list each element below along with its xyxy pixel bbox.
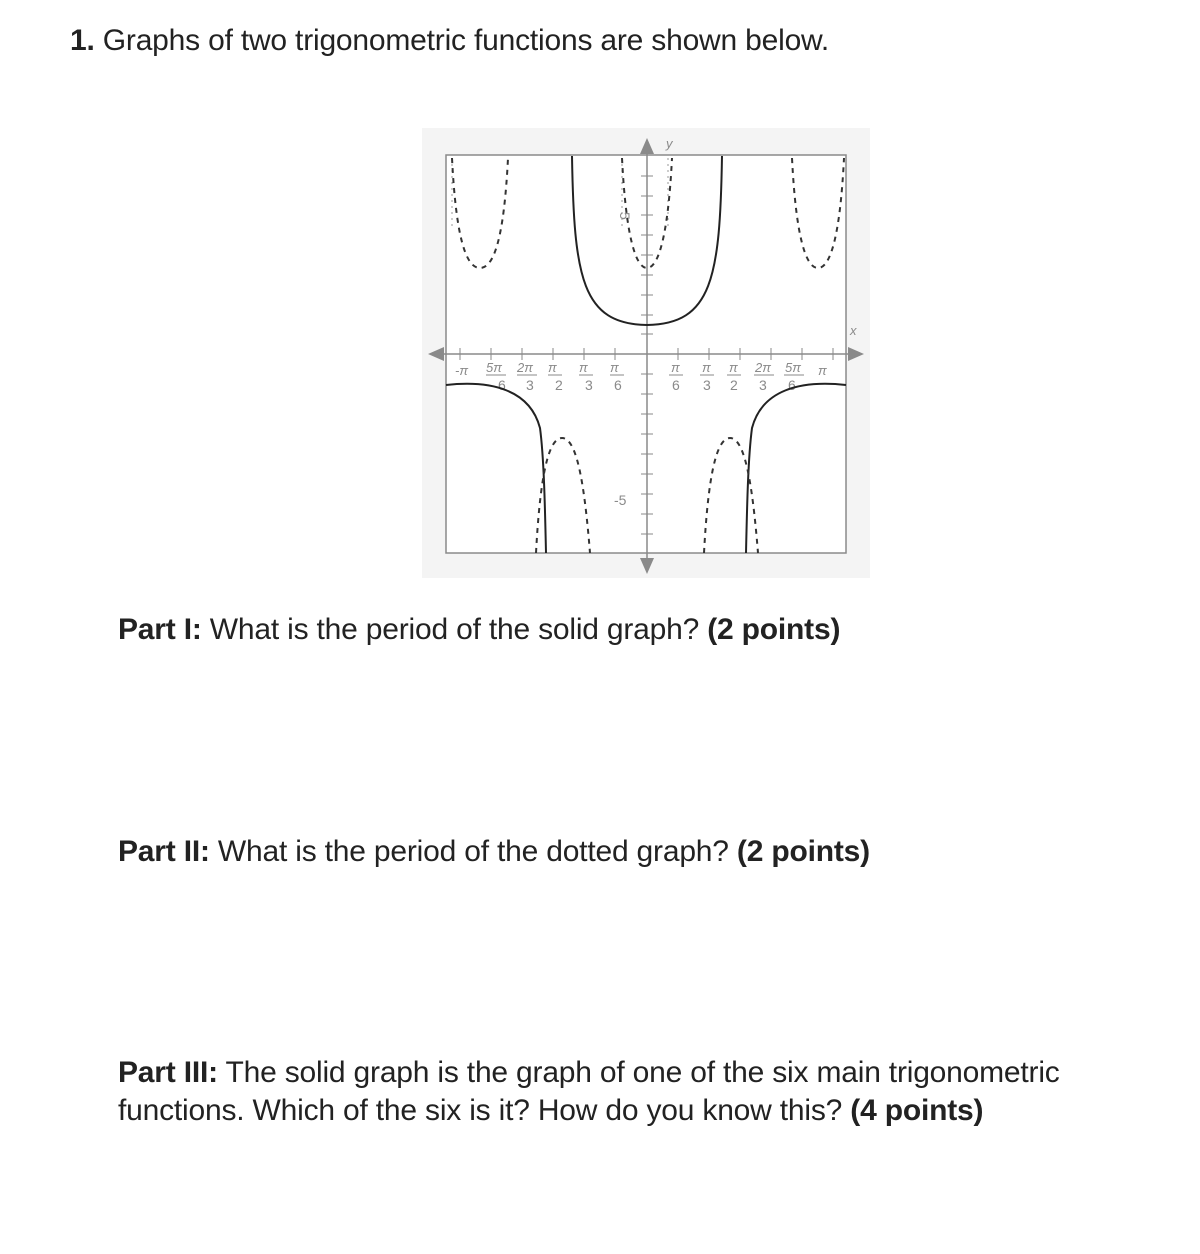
- part-3-question: [118, 1054, 1178, 1130]
- x-tick-den: 6: [498, 377, 506, 393]
- part-3-text: The solid graph is the graph of one of the six main trigonometric functions. Which of the six is it? How do you know this?: [118, 1056, 1060, 1127]
- x-tick-den: 6: [614, 377, 622, 393]
- y-tick-label-top: 5: [617, 212, 633, 220]
- part-2-points: (2 points): [736, 835, 870, 868]
- x-tick-den: 2: [730, 377, 738, 393]
- x-tick-den: 2: [555, 377, 563, 393]
- x-tick-num: 5π: [785, 360, 801, 375]
- part-2-text: What is the period of the dotted graph?: [209, 835, 737, 868]
- y-tick-label-bottom: -5: [614, 492, 627, 508]
- x-tick-num: π: [818, 363, 827, 378]
- part-1-question: [118, 611, 1178, 649]
- x-tick-den: 3: [585, 377, 593, 393]
- question-text: Graphs of two trigonometric functions are shown below.: [102, 24, 830, 57]
- x-tick-num: -π: [455, 363, 469, 378]
- x-tick-num: 2π: [755, 360, 771, 375]
- part-1-label: Part I:: [118, 613, 202, 646]
- x-tick-num: π: [729, 360, 738, 375]
- part-1-points: (2 points): [707, 613, 841, 646]
- question-number: 1.: [70, 24, 95, 57]
- x-tick-num: π: [548, 360, 557, 375]
- x-tick-num: π: [671, 360, 680, 375]
- part-1-text: What is the period of the solid graph?: [201, 613, 708, 646]
- x-tick-den: 3: [759, 377, 767, 393]
- y-axis-top-arrow: [640, 138, 654, 154]
- x-axis-left-arrow: [428, 347, 444, 361]
- x-tick-num: π: [610, 360, 619, 375]
- trig-graph-svg: [422, 128, 870, 578]
- x-tick-den: 3: [526, 377, 534, 393]
- part-2-label: Part II:: [118, 835, 210, 868]
- part-3-label: Part III:: [118, 1056, 218, 1089]
- x-axis-label: x: [850, 323, 857, 338]
- x-tick-den: 3: [703, 377, 711, 393]
- x-tick-num: 5π: [486, 360, 502, 375]
- x-tick-den: 6: [672, 377, 680, 393]
- x-tick-num: π: [702, 360, 711, 375]
- x-tick-num: 2π: [517, 360, 533, 375]
- part-3-points: (4 points): [850, 1094, 984, 1127]
- question-heading: [70, 24, 829, 58]
- y-axis-label: y: [666, 136, 673, 151]
- part-2-question: [118, 833, 1178, 871]
- trig-graph-figure: [422, 128, 870, 578]
- x-axis-right-arrow: [848, 347, 864, 361]
- x-tick-num: π: [579, 360, 588, 375]
- y-axis-bottom-arrow: [640, 558, 654, 574]
- x-tick-den: 6: [788, 377, 796, 393]
